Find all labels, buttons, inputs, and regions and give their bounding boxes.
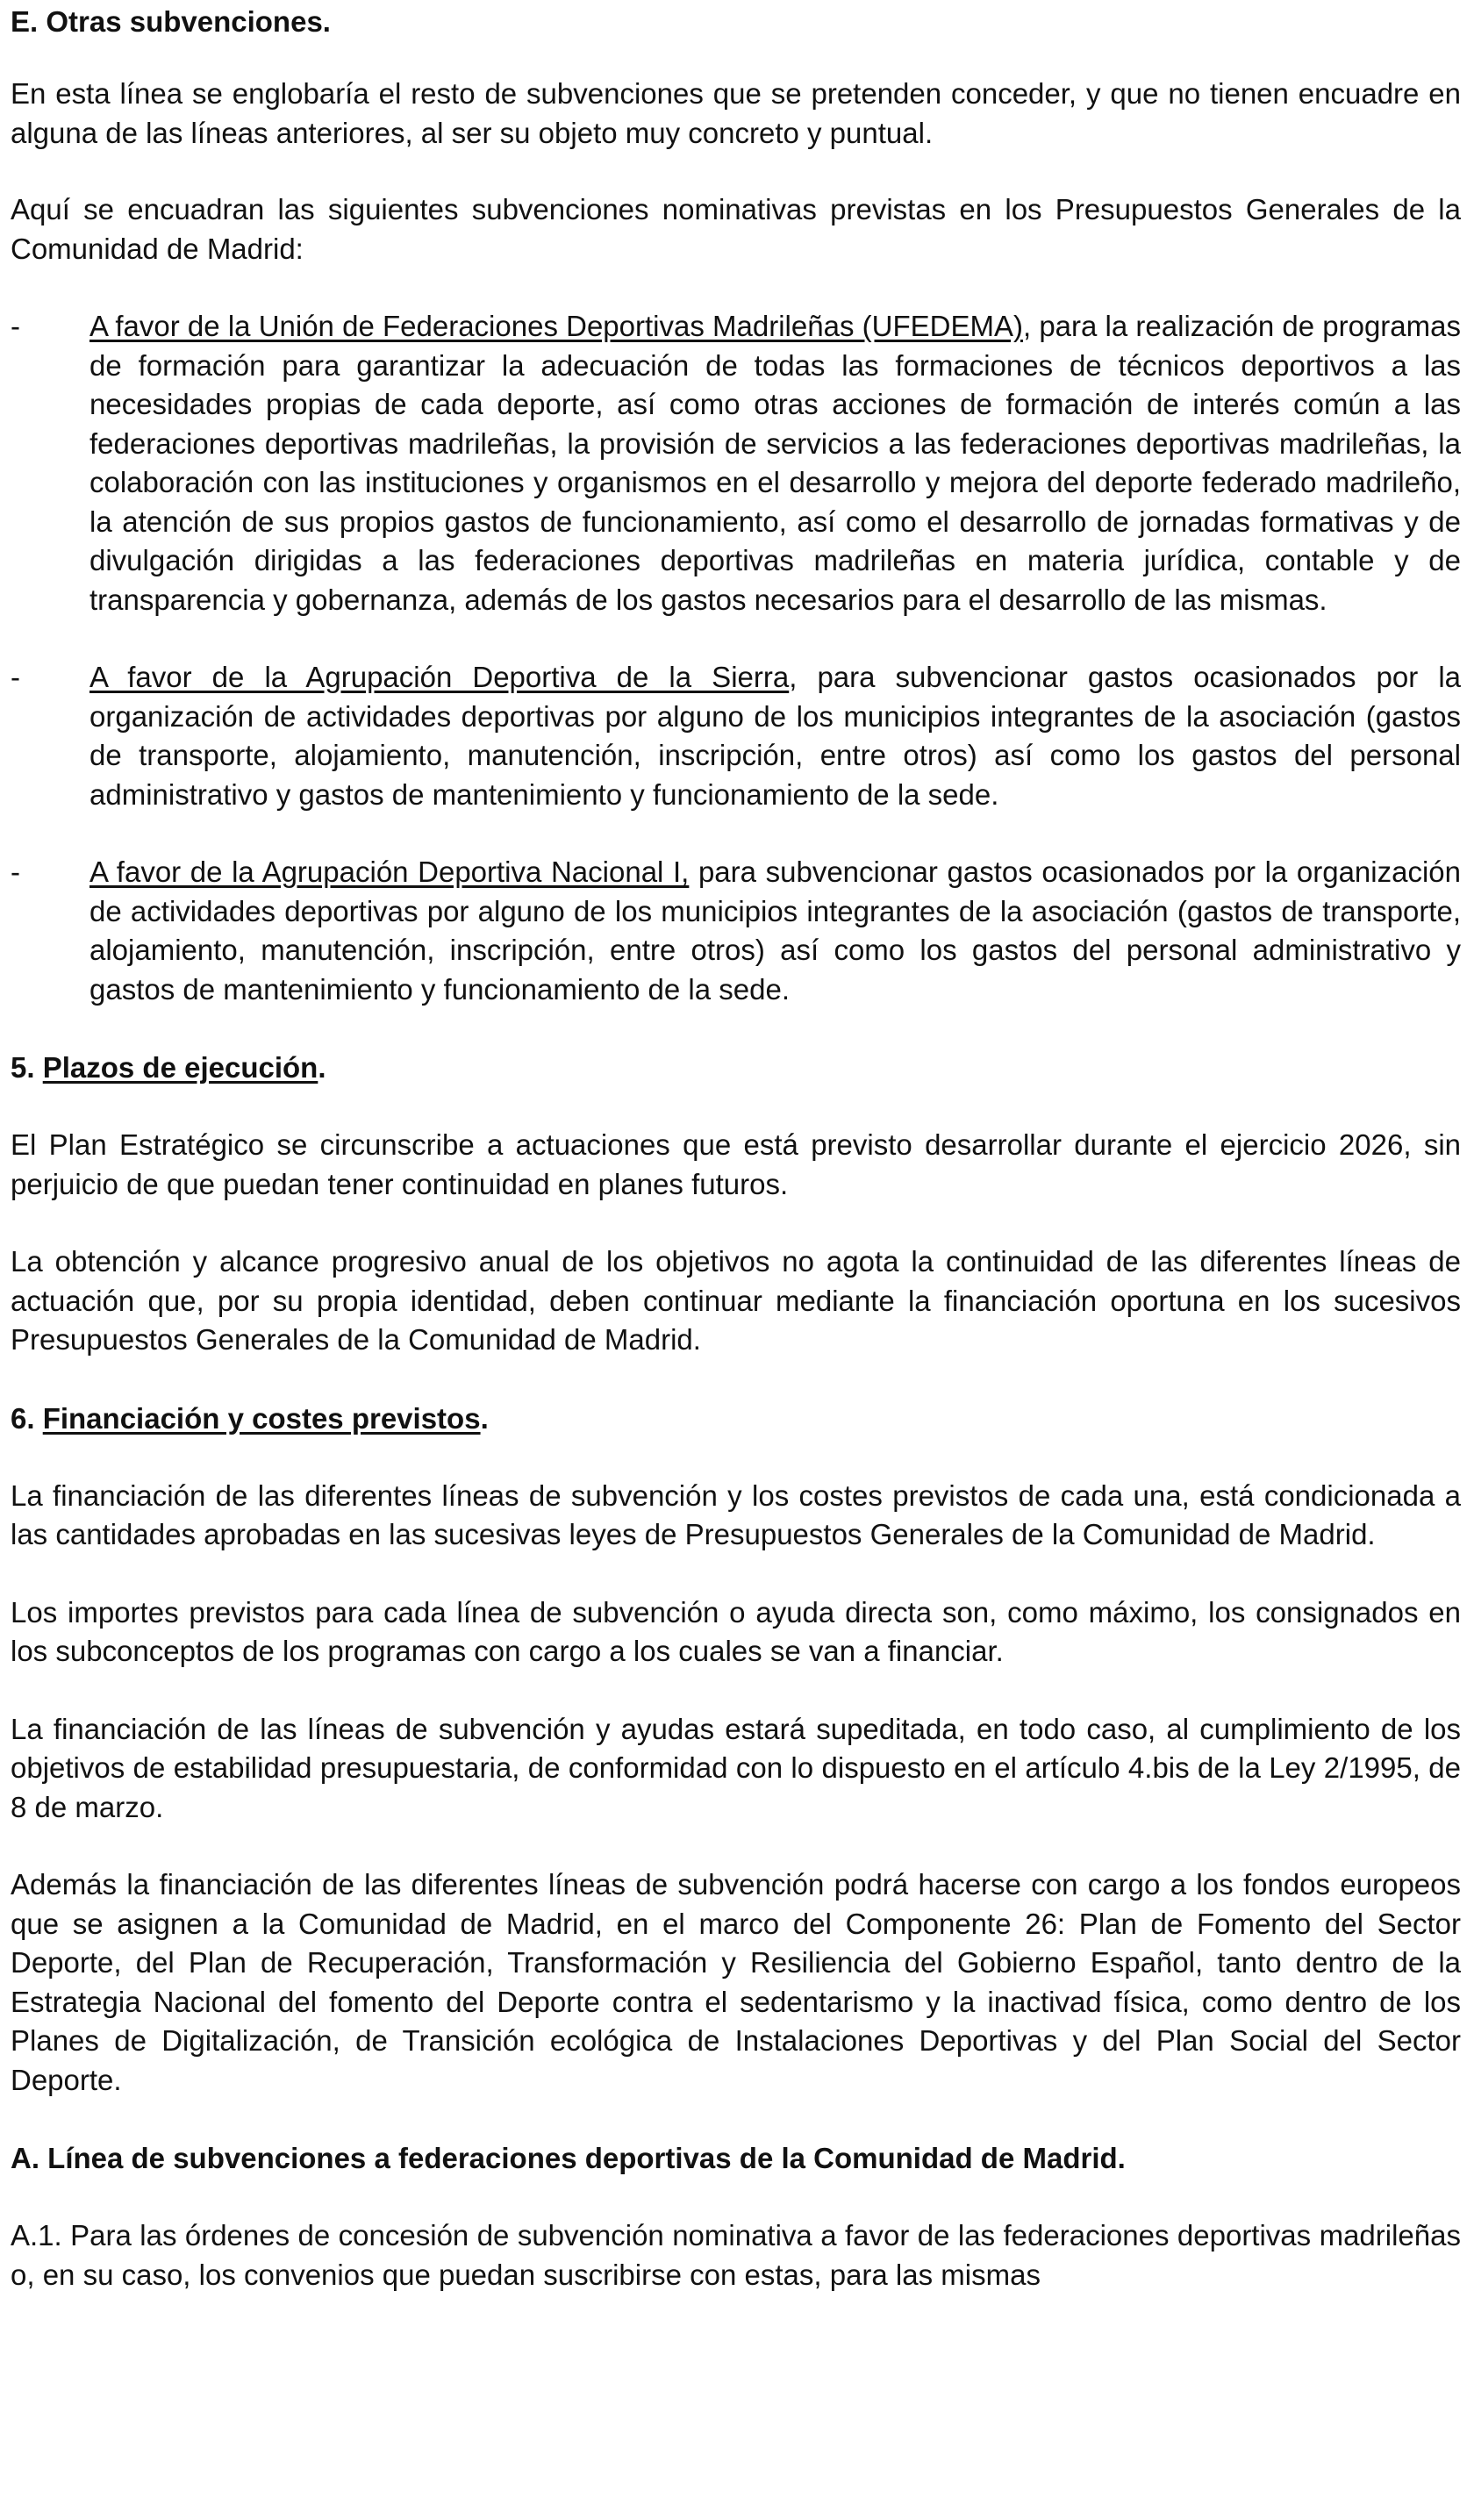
section-5-suffix: . <box>318 1051 326 1084</box>
bullet-dash: - <box>11 856 20 888</box>
section-5-heading <box>11 1048 1461 1087</box>
section-e-heading: E. Otras subvenciones. <box>11 5 331 38</box>
bullet-text-ufedema: , para la realización de programas de formación para garantizar la adecuación de todas las formaciones de técnicos deportivos a las necesidades propias de cada deporte, así como otras acciones de formación de interés común a las federaciones deportivas madrileñas, la provisión de servicios a las federaciones deportivas madrileñas, la colaboración con las instituciones y organismos en el desarrollo y mejora del deporte federado madrileño, la atención de sus propios gastos de funcionamiento, así como el desarrollo de jornadas formativas y de divulgación dirigidas a las federaciones deportivas madrileñas en materia jurídica, contable y de transparencia y gobernanza, además de los gastos necesarios para el desarrollo de las mismas. <box>89 310 1461 616</box>
section-6-number: 6. <box>11 1401 43 1435</box>
section-a-heading: A. Línea de subvenciones a federaciones deportivas de la Comunidad de Madrid. <box>11 2142 1126 2174</box>
bullet-item-agrupacion-nacional <box>11 853 1461 1009</box>
section-6-paragraph-2: Los importes previstos para cada línea de subvención o ayuda directa son, como máximo, los consignados en los subconceptos de los programas con cargo a los cuales se van a financiar. <box>11 1595 1461 1667</box>
section-6-title: Financiación y costes previstos <box>42 1401 481 1435</box>
bullet-dash: - <box>11 310 20 342</box>
bullet-item-agrupacion-sierra <box>11 658 1461 814</box>
bullet-beneficiary-sierra: A favor de la Agrupación Deportiva de la Sierra <box>89 661 790 693</box>
section-5-paragraph-1: El Plan Estratégico se circunscribe a actuaciones que está previsto desarrollar durante el ejercicio 2026, sin perjuicio de que puedan tener continuidad en planes futuros. <box>11 1128 1461 1200</box>
document-content <box>11 0 1461 2294</box>
section-5-paragraph-2: La obtención y alcance progresivo anual de los objetivos no agota la continuidad de las diferentes líneas de actuación que, por su propia identidad, deben continuar mediante la financiación oportuna en los sucesivos Presupuestos Generales de la Comunidad de Madrid. <box>11 1245 1461 1356</box>
bullet-beneficiary-ufedema: A favor de la Unión de Federaciones Deportivas Madrileñas (UFEDEMA) <box>89 310 1023 342</box>
section-6-paragraph-4: Además la financiación de las diferentes líneas de subvención podrá hacerse con cargo a los fondos europeos que se asignen a la Comunidad de Madrid, en el marco del Componente 26: Plan de Fomento del Sector Deporte, del Plan de Recuperación, Transformación y Resiliencia del Gobierno Español, tanto dentro de la Estrategia Nacional del fomento del Deporte contra el sedentarismo y la inactivad física, como dentro de los Planes de Digitalización, de Transición ecológica de Instalaciones Deportivas y del Plan Social del Sector Deporte. <box>11 1868 1461 2096</box>
section-6-paragraph-1: La financiación de las diferentes líneas de subvención y los costes previstos de cada una, está condicionada a las cantidades aprobadas en las sucesivas leyes de Presupuestos Generales de la Comunidad de Madrid. <box>11 1478 1461 1550</box>
section-e-paragraph-1: En esta línea se englobaría el resto de subvenciones que se pretenden conceder, y que no tienen encuadre en alguna de las líneas anteriores, al ser su objeto muy concreto y puntual. <box>11 77 1461 149</box>
section-6-heading <box>11 1399 1461 1438</box>
section-5-number: 5. <box>11 1051 43 1084</box>
bullet-item-ufedema <box>11 307 1461 619</box>
section-6-suffix: . <box>480 1401 489 1435</box>
bullet-beneficiary-nacional: A favor de la Agrupación Deportiva Nacional I, <box>89 856 690 888</box>
section-a-paragraph-1: A.1. Para las órdenes de concesión de subvención nominativa a favor de las federaciones deportivas madrileñas o, en su caso, los convenios que puedan suscribirse con estas, para las mismas <box>11 2219 1461 2291</box>
bullet-dash: - <box>11 661 20 693</box>
bullet-text-nacional: para subvencionar gastos ocasionados por la organización de actividades deportivas por alguno de los municipios integrantes de la asociación (gastos de transporte, alojamiento, manutención, inscripción, entre otros) así como los gastos del personal administrativo y gastos de mantenimiento y funcionamiento de la sede. <box>89 856 1461 1006</box>
section-e-paragraph-2: Aquí se encuadran las siguientes subvenciones nominativas previstas en los Presupuestos Generales de la Comunidad de Madrid: <box>11 193 1461 265</box>
section-6-paragraph-3: La financiación de las líneas de subvención y ayudas estará supeditada, en todo caso, al cumplimiento de los objetivos de estabilidad presupuestaria, de conformidad con lo dispuesto en el artículo 4.bis de la Ley 2/1995, de 8 de marzo. <box>11 1712 1461 1823</box>
bullet-text-sierra: , para subvencionar gastos ocasionados por la organización de actividades deportivas por alguno de los municipios integrantes de la asociación (gastos de transporte, alojamiento, manutención, inscripción, entre otros) así como los gastos del personal administrativo y gastos de mantenimiento y funcionamiento de la sede. <box>89 661 1461 811</box>
section-5-title: Plazos de ejecución <box>42 1051 318 1084</box>
